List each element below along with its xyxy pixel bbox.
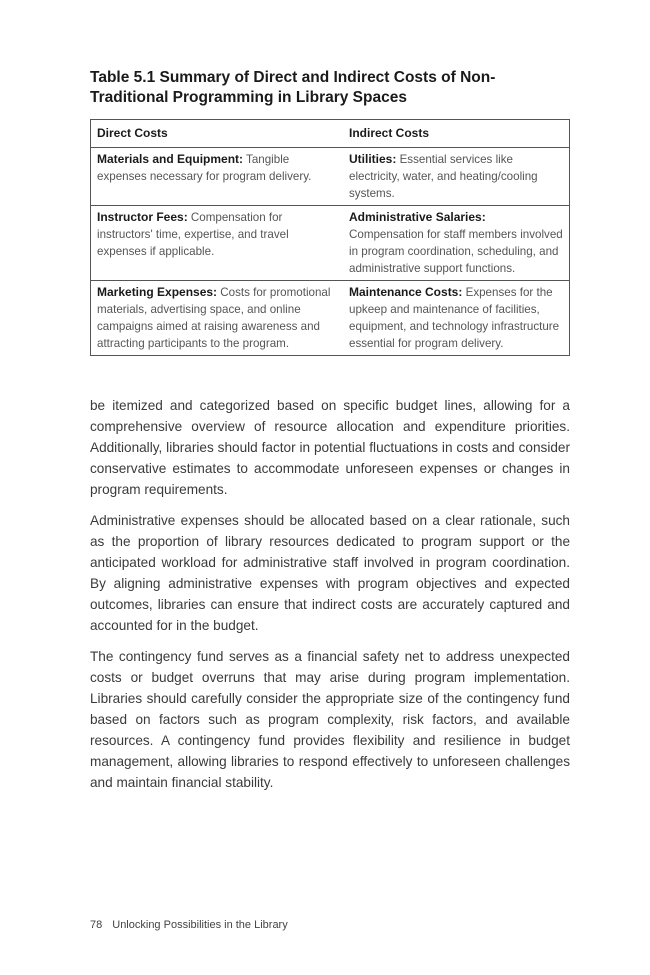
direct-cost-description: Tangible expenses necessary for program delivery. xyxy=(97,153,312,183)
direct-cost-cell xyxy=(91,281,344,356)
indirect-cost-term: Administrative Salaries: xyxy=(349,210,486,224)
paragraph: be itemized and categorized based on specific budget lines, allowing for a comprehensive overview of resource allocation and expenditure priorities. Additionally, libraries should factor in potential fluctuations in costs and consider conservative estimates to accommodate unforeseen expenses or changes in program requirements. xyxy=(90,398,570,497)
direct-cost-term: Materials and Equipment: xyxy=(97,152,244,166)
table-row xyxy=(91,148,570,206)
table-caption: Table 5.1 Summary of Direct and Indirect Costs of Non-Traditional Programming in Library Spaces xyxy=(90,69,496,106)
direct-cost-description: Costs for promotional materials, advertising space, and online campaigns aimed at raising awareness and attracting participants to the program. xyxy=(97,286,331,350)
indirect-cost-cell xyxy=(343,281,570,356)
indirect-cost-term: Utilities: xyxy=(349,152,397,166)
indirect-cost-cell xyxy=(343,148,570,206)
page-number: 78 xyxy=(90,919,103,931)
paragraph: Administrative expenses should be allocated based on a clear rationale, such as the proportion of library resources dedicated to program support or the anticipated workload for administrative staff involved in program coordination. By aligning administrative expenses with program objectives and expected outcomes, libraries can ensure that indirect costs are accurately captured and accounted for in the budget. xyxy=(90,513,570,633)
page-footer xyxy=(90,919,288,931)
direct-cost-term: Instructor Fees: xyxy=(97,210,188,224)
indirect-cost-description: Essential services like electricity, water, and heating/cooling systems. xyxy=(349,153,538,200)
direct-cost-term: Marketing Expenses: xyxy=(97,285,218,299)
table-row xyxy=(91,206,570,281)
header-direct-costs: Direct Costs xyxy=(91,120,344,148)
table-header-row xyxy=(91,120,570,148)
indirect-cost-description: Expenses for the upkeep and maintenance of facilities, equipment, and technology infrastructure essential for program delivery. xyxy=(349,286,560,350)
running-title: Unlocking Possibilities in the Library xyxy=(112,919,288,931)
indirect-cost-cell xyxy=(343,206,570,281)
indirect-cost-description: Compensation for staff members involved in program coordination, scheduling, and administrative support functions. xyxy=(349,228,563,275)
direct-cost-description: Compensation for instructors' time, expertise, and travel expenses if applicable. xyxy=(97,211,289,258)
table-row xyxy=(91,281,570,356)
header-indirect-costs: Indirect Costs xyxy=(343,120,570,148)
paragraph: The contingency fund serves as a financial safety net to address unexpected costs or budget overruns that may arise during program implementation. Libraries should carefully consider the appropriate size of the contingency fund based on factors such as program complexity, risk factors, and available resources. A contingency fund provides flexibility and resilience in budget management, allowing libraries to respond effectively to unforeseen challenges and maintain financial stability. xyxy=(90,649,570,790)
direct-cost-cell xyxy=(91,148,344,206)
costs-table xyxy=(90,119,570,356)
direct-cost-cell xyxy=(91,206,344,281)
indirect-cost-term: Maintenance Costs: xyxy=(349,285,463,299)
body-text xyxy=(90,395,570,803)
